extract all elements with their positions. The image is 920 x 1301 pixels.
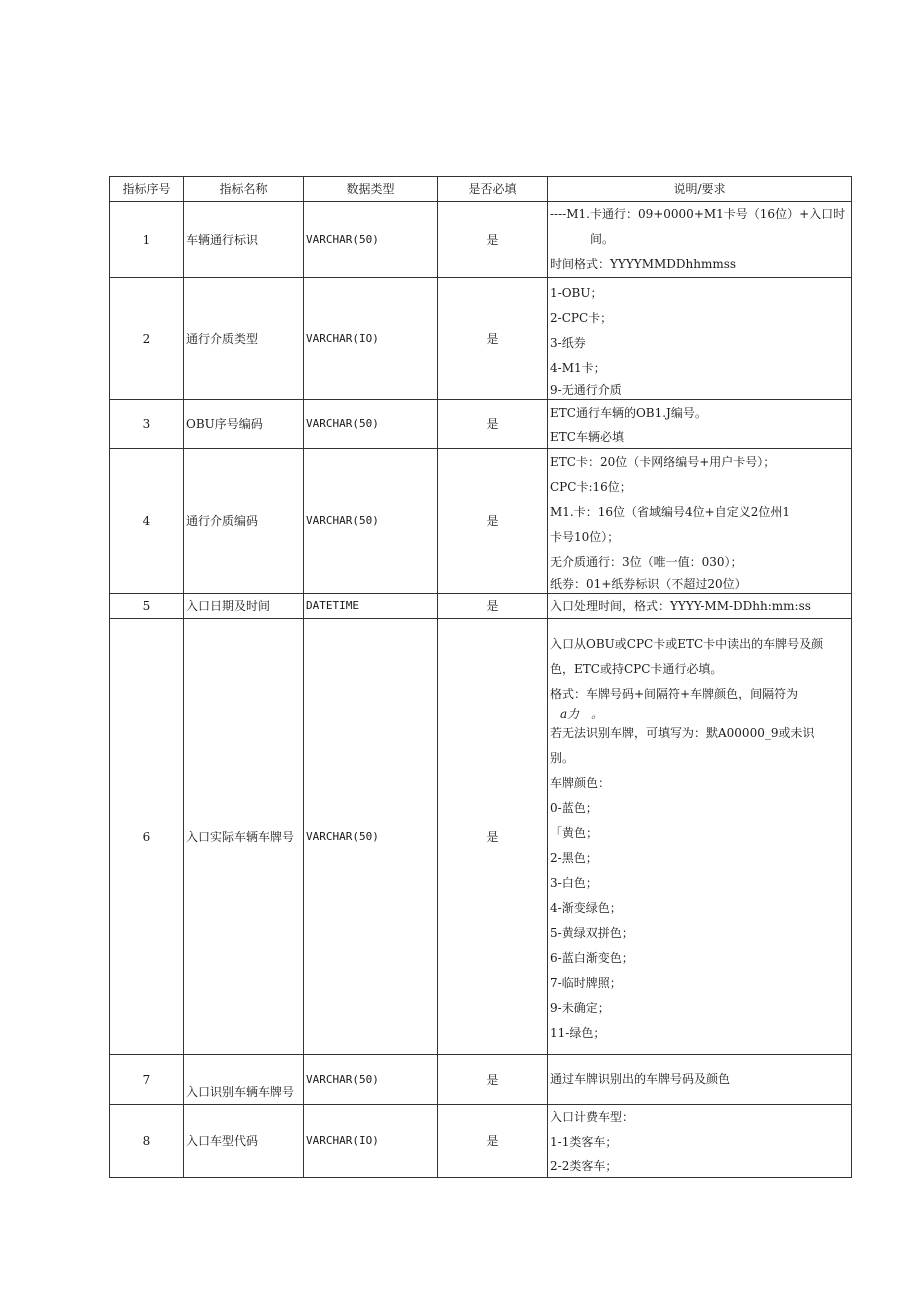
row-type: VARCHAR(IO) xyxy=(304,278,438,400)
desc-line: 通过车牌识别出的车牌号码及颜色 xyxy=(550,1072,731,1086)
row-name: OBU序号编码 xyxy=(184,400,304,449)
table-row xyxy=(110,400,852,449)
desc-line: 2-2类客车； xyxy=(550,1159,618,1173)
desc-line: 卡号10位）； xyxy=(550,529,620,544)
row-name: 入口车型代码 xyxy=(184,1105,304,1178)
row-type: VARCHAR(IO) xyxy=(304,1105,438,1178)
row-name: 通行介质类型 xyxy=(184,278,304,400)
row-name: 通行介质编码 xyxy=(184,449,304,594)
desc-line: 别。 xyxy=(550,750,575,765)
row-seq: 7 xyxy=(110,1055,184,1105)
row-name: 入口实际车辆车牌号 xyxy=(184,619,304,1055)
desc-line: 3-纸券 xyxy=(550,335,586,350)
desc-line: ----M1.卡通行：09+0000+M1卡号（16位）+入口时 xyxy=(550,207,846,221)
desc-line: 4-渐变绿色； xyxy=(550,900,622,915)
row-seq: 2 xyxy=(110,278,184,400)
desc-line: M1.卡：16位（省域编号4位+自定义2位州1 xyxy=(550,504,790,519)
desc-line: 3-白色； xyxy=(550,875,598,890)
table-row xyxy=(110,449,852,594)
desc-line: 入口从OBU或CPC卡或ETC卡中读出的车牌号及颜 xyxy=(550,636,824,651)
row-type: VARCHAR(50) xyxy=(304,449,438,594)
desc-line: 1-OBU； xyxy=(550,285,603,300)
row-name: 入口日期及时间 xyxy=(184,594,304,619)
table-row xyxy=(110,619,852,1055)
row-seq: 6 xyxy=(110,619,184,1055)
table-row xyxy=(110,278,852,400)
row-seq: 4 xyxy=(110,449,184,594)
desc-line: a力 。 xyxy=(560,706,604,721)
desc-line: 6-蓝白渐变色； xyxy=(550,950,634,965)
table-row xyxy=(110,1055,852,1105)
desc-line: 2-CPC卡； xyxy=(550,310,613,325)
desc-line: 色，ETC或持CPC卡通行必填。 xyxy=(550,661,723,676)
row-name: 入口识别车辆车牌号 xyxy=(184,1055,304,1105)
row-type: VARCHAR(50) xyxy=(304,400,438,449)
row-desc xyxy=(548,278,852,400)
row-required: 是 xyxy=(438,400,548,449)
row-required: 是 xyxy=(438,1105,548,1178)
header-type: 数据类型 xyxy=(304,177,438,202)
desc-line: 2-黑色； xyxy=(550,850,598,865)
desc-line: ETC卡：20位（卡网络编号+用户卡号）； xyxy=(550,454,776,469)
table-row xyxy=(110,1105,852,1178)
row-seq: 1 xyxy=(110,202,184,278)
row-required: 是 xyxy=(438,619,548,1055)
row-required: 是 xyxy=(438,594,548,619)
row-desc xyxy=(548,202,852,278)
table-row xyxy=(110,594,852,619)
desc-line: 0-蓝色； xyxy=(550,800,598,815)
header-seq: 指标序号 xyxy=(110,177,184,202)
desc-line: 7-临时牌照； xyxy=(550,975,622,990)
row-seq: 5 xyxy=(110,594,184,619)
desc-line: 间。 xyxy=(590,232,615,246)
header-desc: 说明/要求 xyxy=(548,177,852,202)
desc-line: 车牌颜色： xyxy=(550,775,611,790)
header-required: 是否必填 xyxy=(438,177,548,202)
row-desc xyxy=(548,400,852,449)
row-type: VARCHAR(50) xyxy=(304,619,438,1055)
desc-line: 9-无通行介质 xyxy=(550,382,622,397)
row-type: VARCHAR(50) xyxy=(304,202,438,278)
header-name: 指标名称 xyxy=(184,177,304,202)
table-header-row xyxy=(110,177,852,202)
desc-line: 入口计费车型： xyxy=(550,1110,635,1124)
row-desc xyxy=(548,1105,852,1178)
indicator-spec-table xyxy=(109,176,852,1178)
row-seq: 8 xyxy=(110,1105,184,1178)
desc-line: 若无法识别车牌，可填写为：默A00000_9或未识 xyxy=(550,725,815,740)
row-type: VARCHAR(50) xyxy=(304,1055,438,1105)
row-desc xyxy=(548,449,852,594)
desc-line: 「黄色； xyxy=(550,825,599,840)
desc-line: 时间格式：YYYYMMDDhhmmss xyxy=(550,257,737,271)
desc-line: 11-绿色； xyxy=(550,1025,606,1040)
row-desc xyxy=(548,594,852,619)
desc-line: 9-未确定； xyxy=(550,1000,610,1015)
table-row xyxy=(110,202,852,278)
row-desc xyxy=(548,1055,852,1105)
desc-line: 1-1类客车； xyxy=(550,1135,618,1149)
desc-line: ETC车辆必填 xyxy=(550,429,624,444)
desc-line: ETC通行车辆的OB1.J编号。 xyxy=(550,405,707,420)
row-name: 车辆通行标识 xyxy=(184,202,304,278)
desc-line: CPC卡:16位； xyxy=(550,479,632,494)
desc-line: 格式：车牌号码+间隔符+车牌颜色，间隔符为 xyxy=(550,686,799,701)
row-type: DATETIME xyxy=(304,594,438,619)
desc-line: 5-黄绿双拼色； xyxy=(550,925,634,940)
row-desc xyxy=(548,619,852,1055)
row-required: 是 xyxy=(438,202,548,278)
row-required: 是 xyxy=(438,278,548,400)
row-required: 是 xyxy=(438,449,548,594)
row-required: 是 xyxy=(438,1055,548,1105)
desc-line: 纸券：01+纸券标识（不超过20位） xyxy=(550,576,747,591)
desc-line: 4-M1卡； xyxy=(550,360,606,375)
row-seq: 3 xyxy=(110,400,184,449)
desc-line: 入口处理时间，格式：YYYY-MM-DDhh:mm:ss xyxy=(550,599,811,613)
desc-line: 无介质通行：3位（唯一值：030）； xyxy=(550,554,743,569)
